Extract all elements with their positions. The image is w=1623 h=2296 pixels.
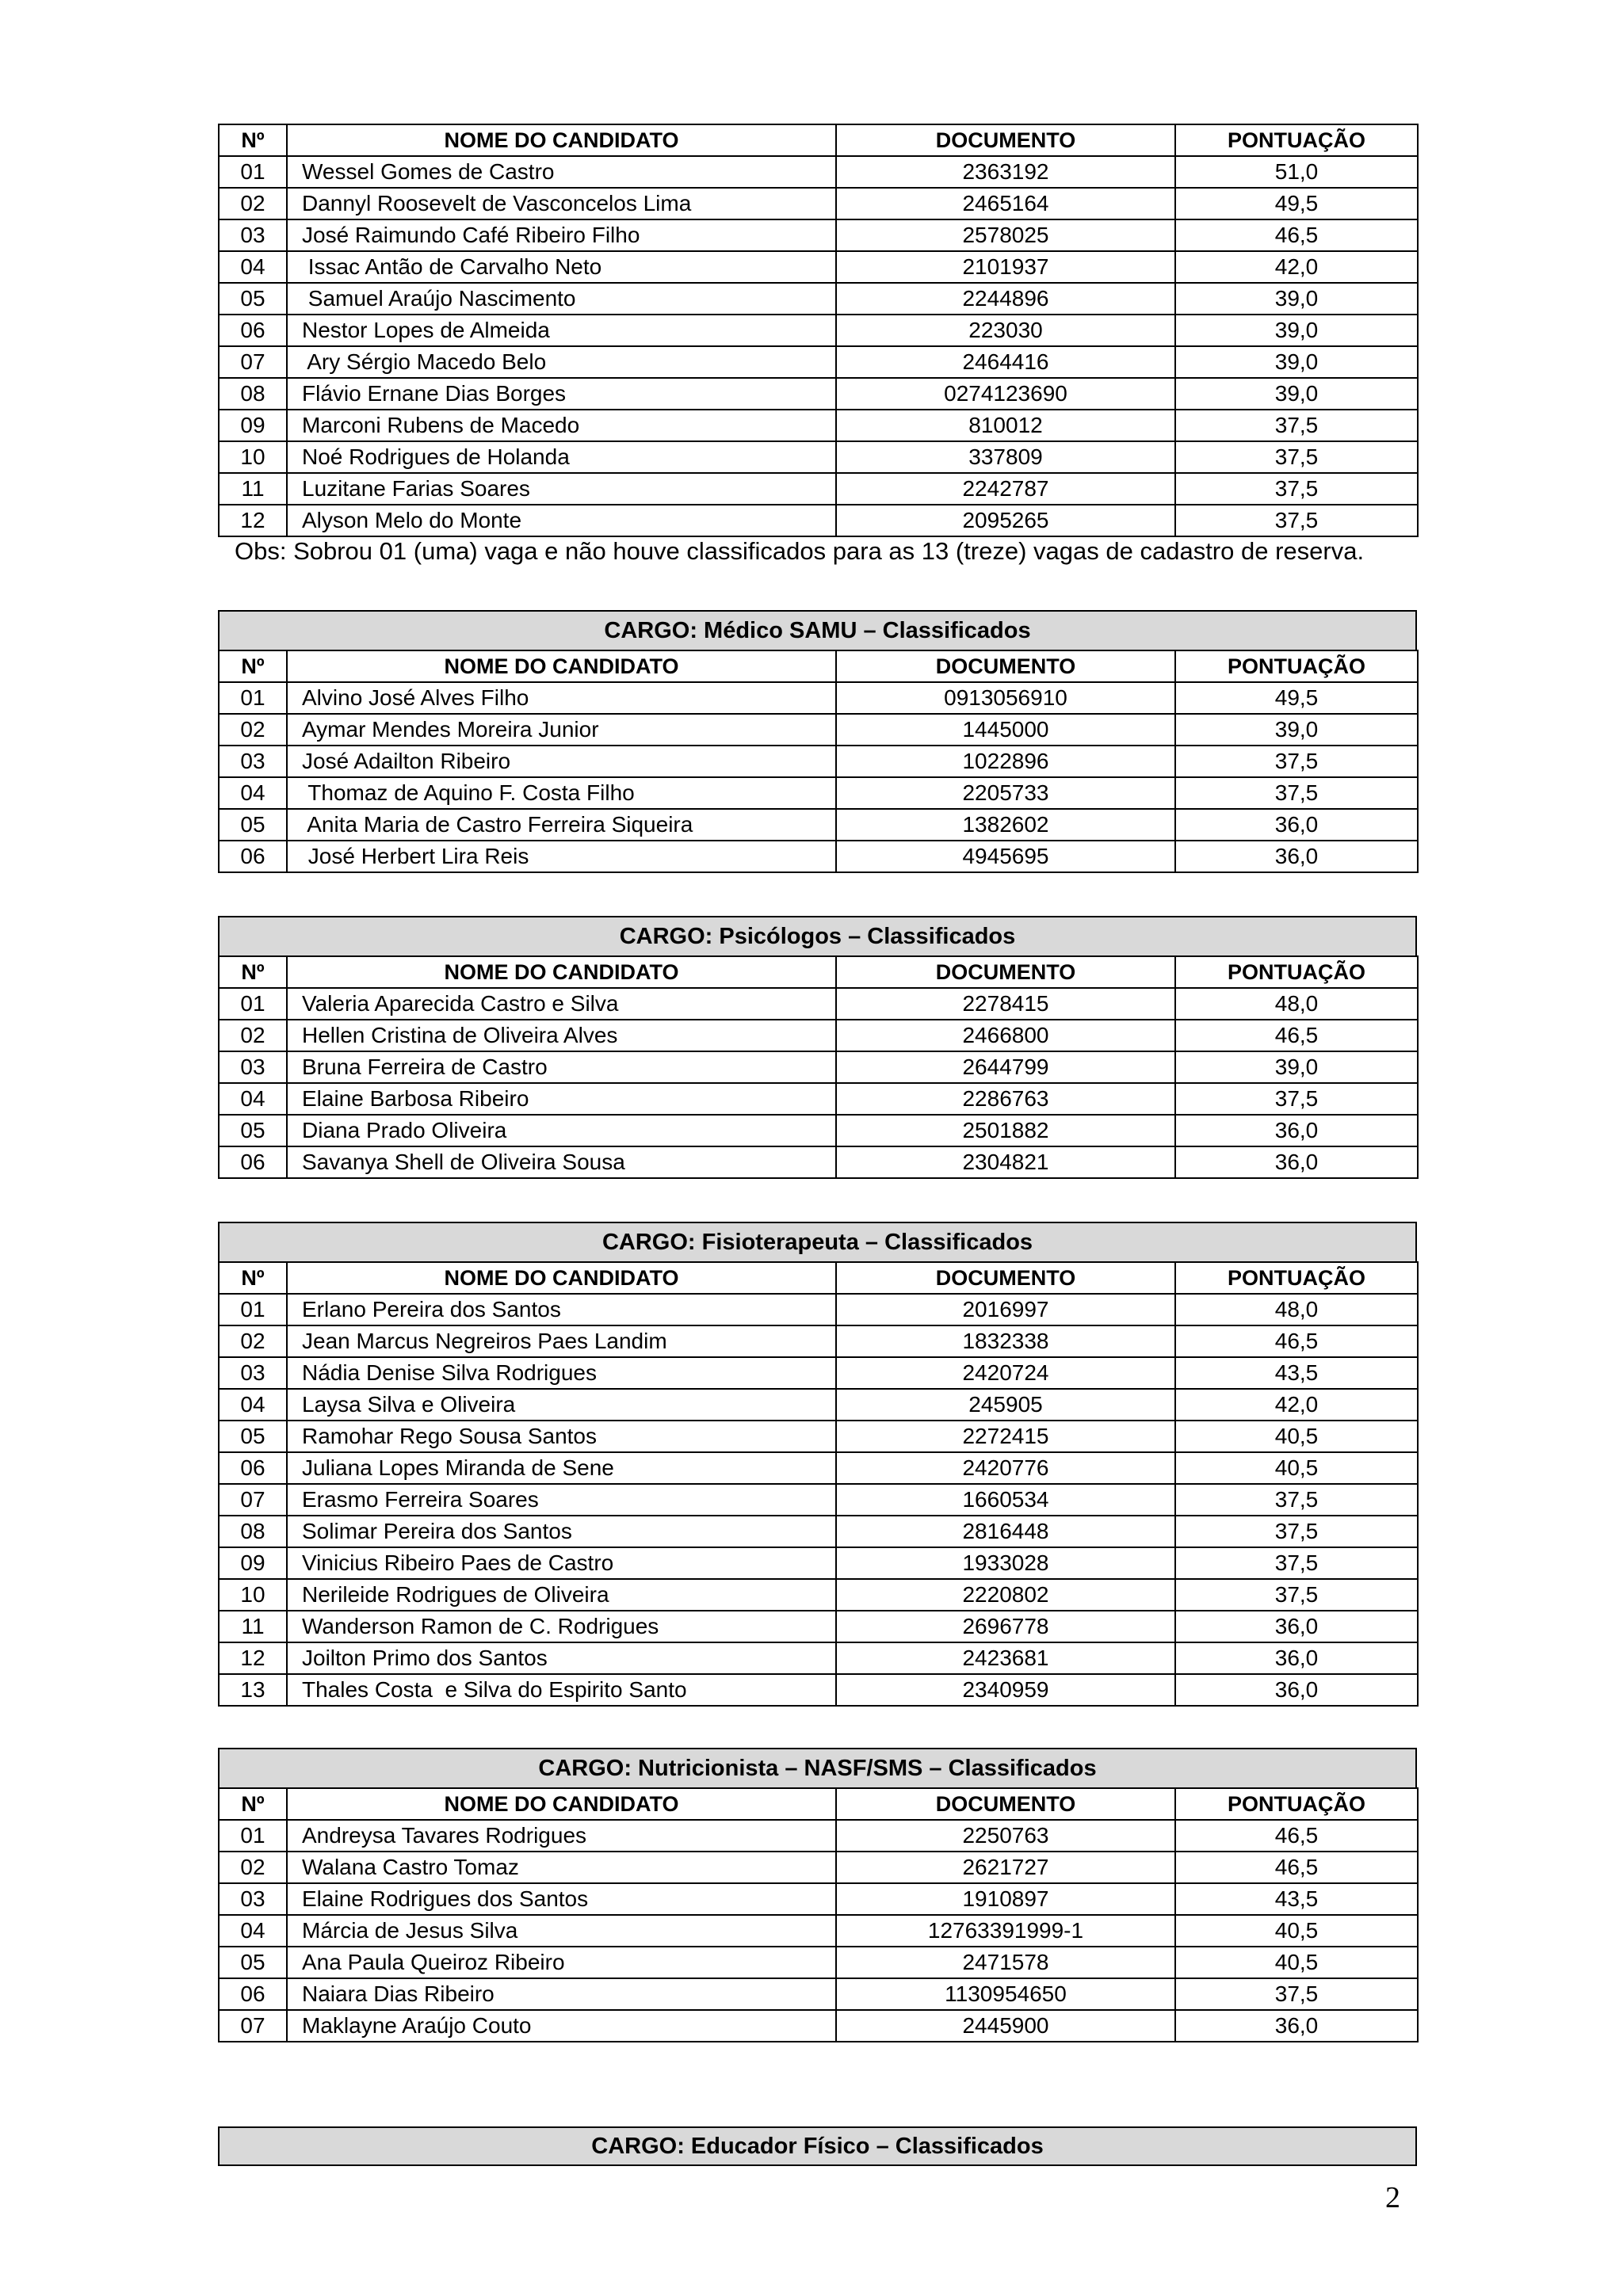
cell-name: Marconi Rubens de Macedo	[287, 410, 836, 441]
cell-score: 46,5	[1175, 1020, 1418, 1051]
cell-document: 2250763	[836, 1820, 1175, 1852]
cell-score: 42,0	[1175, 1389, 1418, 1421]
cell-score: 40,5	[1175, 1915, 1418, 1947]
cell-num: 05	[219, 1947, 287, 1978]
cell-num: 01	[219, 988, 287, 1020]
section-caption: CARGO: Fisioterapeuta – Classificados	[218, 1222, 1417, 1261]
cell-num: 03	[219, 1357, 287, 1389]
cell-document: 2578025	[836, 219, 1175, 251]
cell-score: 40,5	[1175, 1947, 1418, 1978]
header-score: PONTUAÇÃO	[1175, 1788, 1418, 1820]
table-row	[219, 1947, 1418, 1978]
header-document: DOCUMENTO	[836, 956, 1175, 988]
candidates-table	[218, 955, 1419, 1179]
table-header-row	[219, 650, 1418, 682]
cell-document: 2644799	[836, 1051, 1175, 1083]
cell-name: Elaine Barbosa Ribeiro	[287, 1083, 836, 1115]
cell-name: Andreysa Tavares Rodrigues	[287, 1820, 836, 1852]
table-row	[219, 777, 1418, 809]
cell-document: 337809	[836, 441, 1175, 473]
candidates-table	[218, 1787, 1419, 2042]
cell-score: 48,0	[1175, 1294, 1418, 1325]
cell-score: 36,0	[1175, 1674, 1418, 1706]
table-row	[219, 1547, 1418, 1579]
cell-name: Hellen Cristina de Oliveira Alves	[287, 1020, 836, 1051]
table-row	[219, 505, 1418, 536]
cell-num: 05	[219, 1421, 287, 1452]
cell-num: 04	[219, 1083, 287, 1115]
cell-document: 1910897	[836, 1883, 1175, 1915]
cell-score: 37,5	[1175, 1083, 1418, 1115]
cell-name: Ary Sérgio Macedo Belo	[287, 346, 836, 378]
observation-note: Obs: Sobrou 01 (uma) vaga e não houve classificados para as 13 (treze) vagas de cadastro de reserva.	[235, 537, 1365, 565]
header-num: Nº	[219, 1262, 287, 1294]
cell-num: 01	[219, 1820, 287, 1852]
table-section-medico-samu	[218, 610, 1417, 873]
cell-document: 2420724	[836, 1357, 1175, 1389]
cell-score: 36,0	[1175, 809, 1418, 841]
cell-num: 02	[219, 1852, 287, 1883]
cell-document: 2363192	[836, 156, 1175, 188]
cell-document: 0274123690	[836, 378, 1175, 410]
cell-name: Anita Maria de Castro Ferreira Siqueira	[287, 809, 836, 841]
cell-num: 08	[219, 378, 287, 410]
header-num: Nº	[219, 650, 287, 682]
cell-score: 37,5	[1175, 410, 1418, 441]
cell-num: 13	[219, 1674, 287, 1706]
table-row	[219, 156, 1418, 188]
cell-score: 37,5	[1175, 1579, 1418, 1611]
cell-score: 40,5	[1175, 1452, 1418, 1484]
cell-name: José Herbert Lira Reis	[287, 841, 836, 872]
cell-document: 1933028	[836, 1547, 1175, 1579]
cell-num: 04	[219, 777, 287, 809]
candidates-table	[218, 650, 1419, 873]
cell-num: 11	[219, 1611, 287, 1642]
cell-name: Samuel Araújo Nascimento	[287, 283, 836, 315]
table-header-row	[219, 124, 1418, 156]
cell-num: 05	[219, 809, 287, 841]
header-name: NOME DO CANDIDATO	[287, 956, 836, 988]
cell-name: Valeria Aparecida Castro e Silva	[287, 988, 836, 1020]
cell-document: 2423681	[836, 1642, 1175, 1674]
cell-document: 1022896	[836, 746, 1175, 777]
table-row	[219, 1389, 1418, 1421]
table-row	[219, 2010, 1418, 2042]
table-header-row	[219, 956, 1418, 988]
table-row	[219, 441, 1418, 473]
cell-document: 2471578	[836, 1947, 1175, 1978]
cell-document: 2101937	[836, 251, 1175, 283]
cell-score: 37,5	[1175, 777, 1418, 809]
cell-num: 07	[219, 2010, 287, 2042]
cell-document: 2286763	[836, 1083, 1175, 1115]
cell-num: 03	[219, 746, 287, 777]
cell-name: Dannyl Roosevelt de Vasconcelos Lima	[287, 188, 836, 219]
table-row	[219, 1421, 1418, 1452]
cell-document: 2420776	[836, 1452, 1175, 1484]
cell-name: Wanderson Ramon de C. Rodrigues	[287, 1611, 836, 1642]
cell-score: 39,0	[1175, 714, 1418, 746]
section-caption: CARGO: Psicólogos – Classificados	[218, 916, 1417, 955]
cell-num: 09	[219, 410, 287, 441]
cell-num: 04	[219, 1389, 287, 1421]
cell-num: 02	[219, 188, 287, 219]
cell-name: Bruna Ferreira de Castro	[287, 1051, 836, 1083]
table-row	[219, 1294, 1418, 1325]
cell-score: 39,0	[1175, 283, 1418, 315]
cell-score: 42,0	[1175, 251, 1418, 283]
cell-num: 12	[219, 505, 287, 536]
header-num: Nº	[219, 956, 287, 988]
cell-num: 04	[219, 251, 287, 283]
cell-score: 37,5	[1175, 473, 1418, 505]
cell-document: 810012	[836, 410, 1175, 441]
table-row	[219, 1852, 1418, 1883]
cell-score: 49,5	[1175, 682, 1418, 714]
cell-score: 37,5	[1175, 505, 1418, 536]
cell-document: 2304821	[836, 1146, 1175, 1178]
cell-name: Erasmo Ferreira Soares	[287, 1484, 836, 1516]
cell-score: 46,5	[1175, 1820, 1418, 1852]
cell-name: Thales Costa e Silva do Espirito Santo	[287, 1674, 836, 1706]
cell-num: 01	[219, 1294, 287, 1325]
cell-name: Naiara Dias Ribeiro	[287, 1978, 836, 2010]
cell-document: 2465164	[836, 188, 1175, 219]
cell-num: 08	[219, 1516, 287, 1547]
cell-document: 2445900	[836, 2010, 1175, 2042]
table-row	[219, 473, 1418, 505]
table-row	[219, 315, 1418, 346]
cell-name: Joilton Primo dos Santos	[287, 1642, 836, 1674]
cell-num: 05	[219, 283, 287, 315]
cell-name: Luzitane Farias Soares	[287, 473, 836, 505]
cell-document: 2272415	[836, 1421, 1175, 1452]
cell-num: 12	[219, 1642, 287, 1674]
header-name: NOME DO CANDIDATO	[287, 1262, 836, 1294]
cell-name: José Adailton Ribeiro	[287, 746, 836, 777]
cell-score: 43,5	[1175, 1357, 1418, 1389]
cell-name: Nestor Lopes de Almeida	[287, 315, 836, 346]
cell-document: 2696778	[836, 1611, 1175, 1642]
table-row	[219, 682, 1418, 714]
cell-name: Nádia Denise Silva Rodrigues	[287, 1357, 836, 1389]
cell-document: 245905	[836, 1389, 1175, 1421]
table-row	[219, 251, 1418, 283]
cell-name: Nerileide Rodrigues de Oliveira	[287, 1579, 836, 1611]
cell-num: 06	[219, 1978, 287, 2010]
cell-document: 2278415	[836, 988, 1175, 1020]
cell-score: 46,5	[1175, 1852, 1418, 1883]
candidates-table	[218, 1261, 1419, 1707]
table-row	[219, 841, 1418, 872]
table-row	[219, 1978, 1418, 2010]
cell-name: José Raimundo Café Ribeiro Filho	[287, 219, 836, 251]
cell-score: 46,5	[1175, 219, 1418, 251]
cell-num: 10	[219, 441, 287, 473]
cell-num: 05	[219, 1115, 287, 1146]
table-row	[219, 1051, 1418, 1083]
cell-num: 07	[219, 1484, 287, 1516]
table-row	[219, 1820, 1418, 1852]
cell-score: 36,0	[1175, 841, 1418, 872]
table-row	[219, 809, 1418, 841]
cell-score: 40,5	[1175, 1421, 1418, 1452]
cell-document: 0913056910	[836, 682, 1175, 714]
table-row	[219, 1357, 1418, 1389]
cell-score: 39,0	[1175, 378, 1418, 410]
cell-document: 2466800	[836, 1020, 1175, 1051]
cell-num: 01	[219, 682, 287, 714]
cell-score: 51,0	[1175, 156, 1418, 188]
cell-name: Aymar Mendes Moreira Junior	[287, 714, 836, 746]
table-row	[219, 188, 1418, 219]
cell-score: 37,5	[1175, 1978, 1418, 2010]
cell-document: 4945695	[836, 841, 1175, 872]
cell-document: 2464416	[836, 346, 1175, 378]
header-name: NOME DO CANDIDATO	[287, 1788, 836, 1820]
cell-name: Alyson Melo do Monte	[287, 505, 836, 536]
cell-name: Solimar Pereira dos Santos	[287, 1516, 836, 1547]
header-name: NOME DO CANDIDATO	[287, 124, 836, 156]
cell-document: 1382602	[836, 809, 1175, 841]
cell-name: Erlano Pereira dos Santos	[287, 1294, 836, 1325]
cell-document: 2340959	[836, 1674, 1175, 1706]
cell-document: 223030	[836, 315, 1175, 346]
header-score: PONTUAÇÃO	[1175, 650, 1418, 682]
cell-score: 48,0	[1175, 988, 1418, 1020]
cell-score: 37,5	[1175, 1547, 1418, 1579]
table-row	[219, 1115, 1418, 1146]
cell-score: 39,0	[1175, 1051, 1418, 1083]
cell-num: 04	[219, 1915, 287, 1947]
cell-name: Laysa Silva e Oliveira	[287, 1389, 836, 1421]
table-row	[219, 988, 1418, 1020]
table-row	[219, 1083, 1418, 1115]
cell-document: 2095265	[836, 505, 1175, 536]
cell-document: 2621727	[836, 1852, 1175, 1883]
table-header-row	[219, 1788, 1418, 1820]
cell-score: 37,5	[1175, 441, 1418, 473]
cell-name: Elaine Rodrigues dos Santos	[287, 1883, 836, 1915]
cell-name: Juliana Lopes Miranda de Sene	[287, 1452, 836, 1484]
table-row	[219, 1325, 1418, 1357]
cell-name: Jean Marcus Negreiros Paes Landim	[287, 1325, 836, 1357]
cell-document: 2242787	[836, 473, 1175, 505]
cell-score: 37,5	[1175, 1484, 1418, 1516]
header-score: PONTUAÇÃO	[1175, 124, 1418, 156]
table-row	[219, 219, 1418, 251]
cell-score: 37,5	[1175, 1516, 1418, 1547]
cell-score: 36,0	[1175, 1115, 1418, 1146]
header-num: Nº	[219, 1788, 287, 1820]
cell-document: 1445000	[836, 714, 1175, 746]
cell-document: 2220802	[836, 1579, 1175, 1611]
cell-num: 09	[219, 1547, 287, 1579]
cell-document: 1660534	[836, 1484, 1175, 1516]
cell-document: 1130954650	[836, 1978, 1175, 2010]
table-header-row	[219, 1262, 1418, 1294]
cell-num: 07	[219, 346, 287, 378]
section-caption: CARGO: Nutricionista – NASF/SMS – Classificados	[218, 1748, 1417, 1787]
section-caption: CARGO: Médico SAMU – Classificados	[218, 610, 1417, 650]
table-row	[219, 410, 1418, 441]
header-name: NOME DO CANDIDATO	[287, 650, 836, 682]
header-score: PONTUAÇÃO	[1175, 956, 1418, 988]
table-section-psicologos	[218, 916, 1417, 1179]
cell-name: Savanya Shell de Oliveira Sousa	[287, 1146, 836, 1178]
table-row	[219, 1579, 1418, 1611]
cell-num: 11	[219, 473, 287, 505]
cell-num: 10	[219, 1579, 287, 1611]
cell-score: 36,0	[1175, 1611, 1418, 1642]
cell-score: 39,0	[1175, 346, 1418, 378]
cell-name: Maklayne Araújo Couto	[287, 2010, 836, 2042]
cell-num: 03	[219, 1051, 287, 1083]
cell-num: 02	[219, 1020, 287, 1051]
cell-num: 06	[219, 841, 287, 872]
table-row	[219, 1452, 1418, 1484]
cell-name: Walana Castro Tomaz	[287, 1852, 836, 1883]
header-num: Nº	[219, 124, 287, 156]
cell-name: Issac Antão de Carvalho Neto	[287, 251, 836, 283]
cell-score: 36,0	[1175, 1642, 1418, 1674]
cell-score: 39,0	[1175, 315, 1418, 346]
table-row	[219, 1020, 1418, 1051]
cell-document: 2244896	[836, 283, 1175, 315]
cell-document: 2501882	[836, 1115, 1175, 1146]
cell-name: Diana Prado Oliveira	[287, 1115, 836, 1146]
cell-name: Thomaz de Aquino F. Costa Filho	[287, 777, 836, 809]
cell-num: 01	[219, 156, 287, 188]
cell-name: Wessel Gomes de Castro	[287, 156, 836, 188]
table-section-nutricionista	[218, 1748, 1417, 2042]
cell-num: 02	[219, 1325, 287, 1357]
cell-score: 46,5	[1175, 1325, 1418, 1357]
cell-score: 43,5	[1175, 1883, 1418, 1915]
cell-name: Márcia de Jesus Silva	[287, 1915, 836, 1947]
cell-name: Flávio Ernane Dias Borges	[287, 378, 836, 410]
section-caption: CARGO: Educador Físico – Classificados	[218, 2126, 1417, 2166]
cell-name: Ana Paula Queiroz Ribeiro	[287, 1947, 836, 1978]
header-document: DOCUMENTO	[836, 650, 1175, 682]
table-row	[219, 1611, 1418, 1642]
cell-num: 06	[219, 1146, 287, 1178]
table-row	[219, 746, 1418, 777]
table-row	[219, 378, 1418, 410]
table-row	[219, 283, 1418, 315]
table-section-fisioterapeuta	[218, 1222, 1417, 1707]
page-number: 2	[1385, 2181, 1400, 2214]
table-row	[219, 714, 1418, 746]
cell-num: 06	[219, 315, 287, 346]
cell-name: Vinicius Ribeiro Paes de Castro	[287, 1547, 836, 1579]
table-row	[219, 1915, 1418, 1947]
cell-num: 03	[219, 219, 287, 251]
cell-score: 37,5	[1175, 746, 1418, 777]
cell-num: 03	[219, 1883, 287, 1915]
table-section-1	[218, 124, 1417, 537]
header-document: DOCUMENTO	[836, 1262, 1175, 1294]
table-row	[219, 346, 1418, 378]
cell-score: 36,0	[1175, 1146, 1418, 1178]
cell-name: Ramohar Rego Sousa Santos	[287, 1421, 836, 1452]
table-section-educador-fisico	[218, 2126, 1417, 2166]
cell-score: 36,0	[1175, 2010, 1418, 2042]
table-row	[219, 1674, 1418, 1706]
cell-score: 49,5	[1175, 188, 1418, 219]
cell-num: 02	[219, 714, 287, 746]
cell-document: 12763391999-1	[836, 1915, 1175, 1947]
cell-name: Noé Rodrigues de Holanda	[287, 441, 836, 473]
header-score: PONTUAÇÃO	[1175, 1262, 1418, 1294]
cell-document: 2205733	[836, 777, 1175, 809]
header-document: DOCUMENTO	[836, 1788, 1175, 1820]
table-row	[219, 1146, 1418, 1178]
table-row	[219, 1642, 1418, 1674]
table-row	[219, 1516, 1418, 1547]
cell-num: 06	[219, 1452, 287, 1484]
candidates-table	[218, 124, 1419, 537]
header-document: DOCUMENTO	[836, 124, 1175, 156]
table-row	[219, 1484, 1418, 1516]
table-row	[219, 1883, 1418, 1915]
cell-document: 2816448	[836, 1516, 1175, 1547]
cell-name: Alvino José Alves Filho	[287, 682, 836, 714]
cell-document: 2016997	[836, 1294, 1175, 1325]
cell-document: 1832338	[836, 1325, 1175, 1357]
